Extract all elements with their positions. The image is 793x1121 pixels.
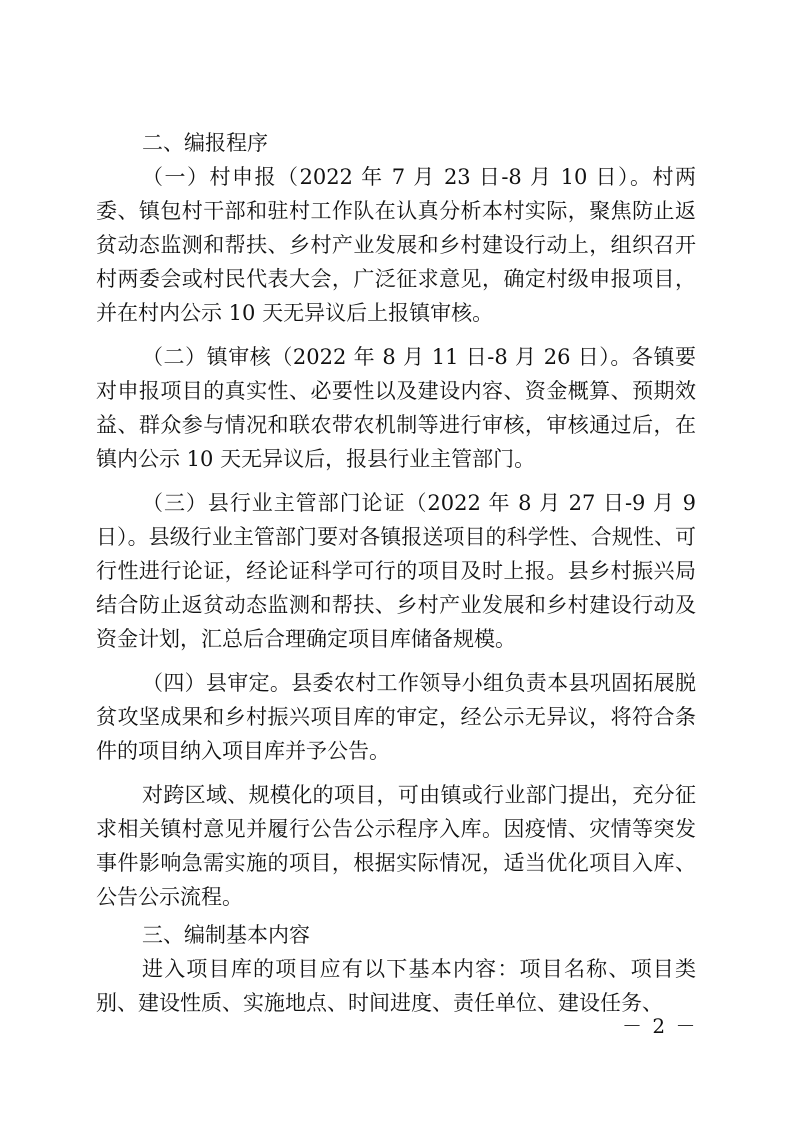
page-number: － 2 － <box>622 1014 698 1038</box>
section-heading-basic-content: 三、编制基本内容 <box>142 923 310 947</box>
paragraph-county-department-review: （三）县行业主管部门论证（2022 年 8 月 27 日-9 月 9 日）。县级行业主管部门要对各镇报送项目的科学性、合规性、可行性进行论证，经论证科学可行的项目及时上报。县乡村振兴局结合防止返贫动态监测和帮扶、乡村产业发展和乡村建设行动及资金计划，汇总后合理确定项目库储备规模。 <box>96 491 696 651</box>
paragraph-project-content: 进入项目库的项目应有以下基本内容：项目名称、项目类别、建设性质、实施地点、时间进度、责任单位、建设任务、 <box>96 957 696 1015</box>
section-heading-procedure: 二、编报程序 <box>142 131 268 155</box>
paragraph-town-review: （二）镇审核（2022 年 8 月 11 日-8 月 26 日）。各镇要对申报项目的真实性、必要性以及建设内容、资金概算、预期效益、群众参与情况和联农带农机制等进行审核，审核通过后，在镇内公示 10 天无异议后，报县行业主管部门。 <box>96 345 696 471</box>
document-body <box>96 126 696 1020</box>
paragraph-county-approval: （四）县审定。县委农村工作领导小组负责本县巩固拓展脱贫攻坚成果和乡村振兴项目库的审定，经公示无异议，将符合条件的项目纳入项目库并予公告。 <box>96 671 696 763</box>
paragraph-cross-region-projects: 对跨区域、规模化的项目，可由镇或行业部门提出，充分征求相关镇村意见并履行公告公示程序入库。因疫情、灾情等突发事件影响急需实施的项目，根据实际情况，适当优化项目入库、公告公示流程。 <box>96 783 696 909</box>
paragraph-village-application: （一）村申报（2022 年 7 月 23 日-8 月 10 日）。村两委、镇包村干部和驻村工作队在认真分析本村实际，聚焦防止返贫动态监测和帮扶、乡村产业发展和乡村建设行动上，组织召开村两委会或村民代表大会，广泛征求意见，确定村级申报项目，并在村内公示 10 天无异议后上报镇审核。 <box>96 165 696 325</box>
